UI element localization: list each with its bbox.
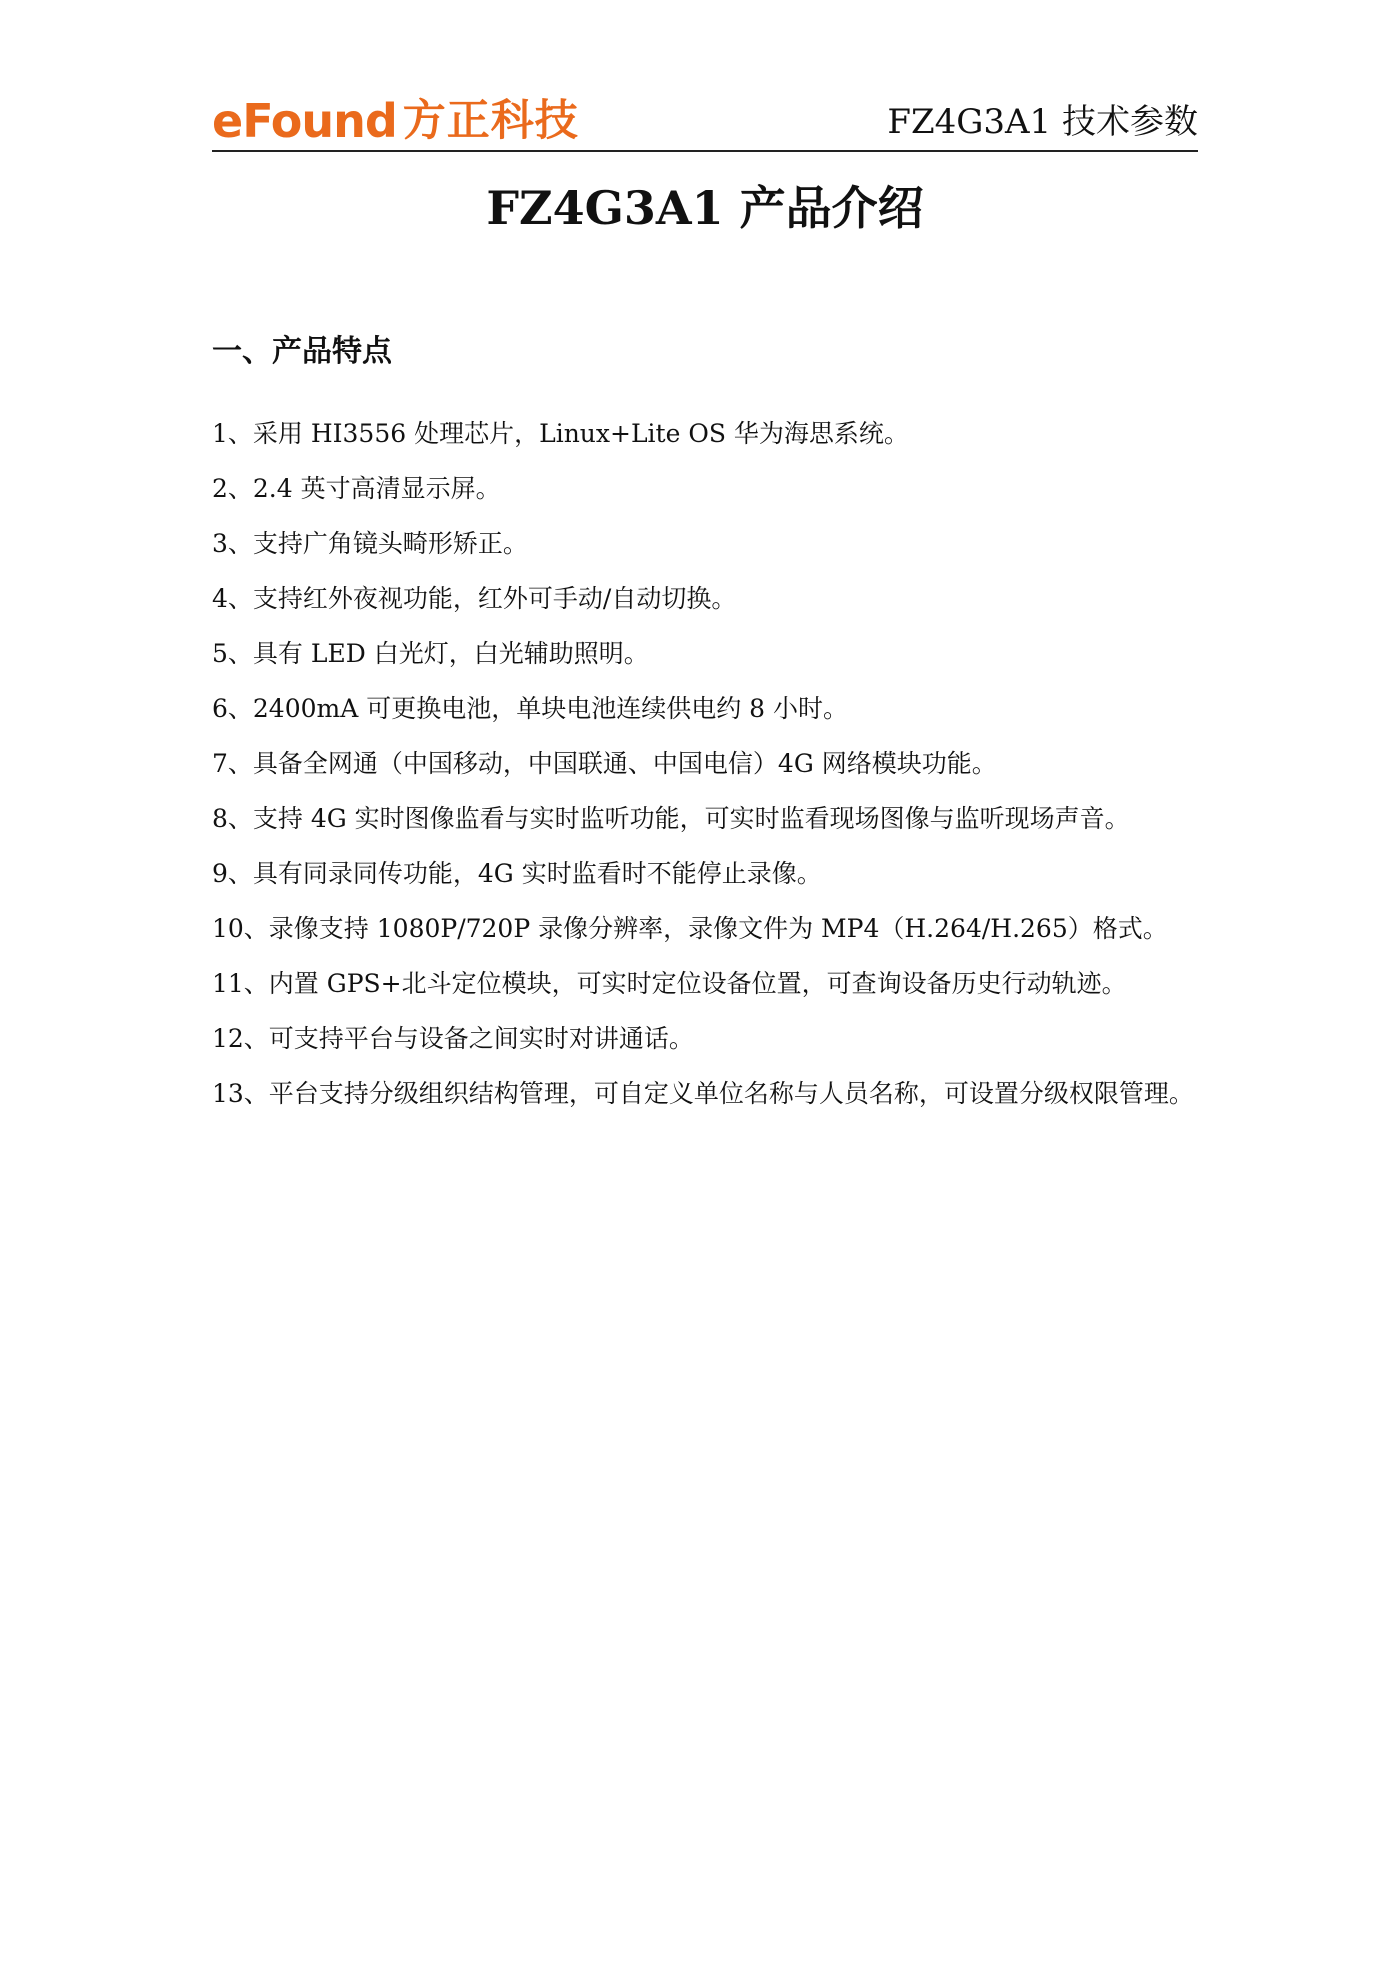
feature-item: 8、支持 4G 实时图像监看与实时监听功能，可实时监看现场图像与监听现场声音。	[212, 804, 1130, 833]
page-header	[212, 92, 1198, 150]
header-doc-label: FZ4G3A1 技术参数	[887, 102, 1198, 142]
feature-item: 13、平台支持分级组织结构管理，可自定义单位名称与人员名称，可设置分级权限管理。	[212, 1079, 1194, 1108]
feature-item: 12、可支持平台与设备之间实时对讲通话。	[212, 1024, 694, 1053]
document-title: FZ4G3A1 产品介绍	[486, 181, 924, 235]
logo-cjk-text: 方正科技	[402, 96, 579, 146]
section-heading: 一、产品特点	[212, 334, 392, 369]
feature-item: 11、内置 GPS+北斗定位模块，可实时定位设备位置，可查询设备历史行动轨迹。	[212, 969, 1127, 998]
efound-logo	[212, 92, 579, 150]
header-divider	[212, 150, 1198, 152]
feature-item: 5、具有 LED 白光灯，白光辅助照明。	[212, 639, 649, 668]
feature-item: 4、支持红外夜视功能，红外可手动/自动切换。	[212, 584, 737, 613]
feature-item: 7、具备全网通（中国移动，中国联通、中国电信）4G 网络模块功能。	[212, 749, 997, 778]
feature-item: 6、2400mA 可更换电池，单块电池连续供电约 8 小时。	[212, 694, 849, 723]
feature-list	[212, 406, 1202, 1121]
feature-item: 10、录像支持 1080P/720P 录像分辨率，录像文件为 MP4（H.264/H.265）格式。	[212, 914, 1168, 943]
feature-item: 1、采用 HI3556 处理芯片，Linux+Lite OS 华为海思系统。	[212, 419, 909, 448]
feature-item: 2、2.4 英寸高清显示屏。	[212, 474, 501, 503]
feature-item: 9、具有同录同传功能，4G 实时监看时不能停止录像。	[212, 859, 822, 888]
logo-latin-text: eFound	[212, 94, 397, 148]
feature-item: 3、支持广角镜头畸形矫正。	[212, 529, 528, 558]
